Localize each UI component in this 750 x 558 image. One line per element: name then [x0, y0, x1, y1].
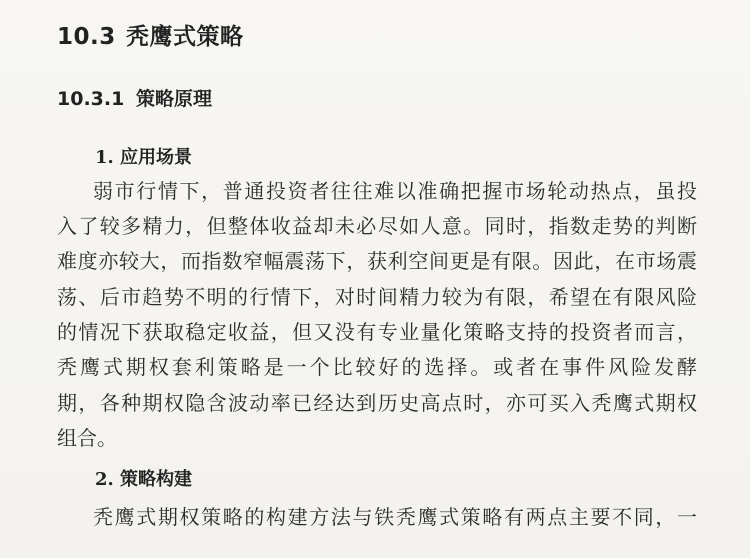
paragraph-line: 组合。 — [57, 426, 117, 450]
paragraph-line: 期，各种期权隐含波动率已经达到历史高点时，亦可买入秃鹰式期权 — [57, 391, 697, 415]
paragraph-line: 的情况下获取稳定收益，但又没有专业量化策略支持的投资者而言， — [57, 320, 697, 344]
part2-heading: 2. 策略构建 — [95, 469, 193, 490]
paragraph-line: 弱市行情下，普通投资者往往难以准确把握市场轮动热点，虽投 — [93, 179, 697, 203]
paragraph-line: 秃鹰式期权套利策略是一个比较好的选择。或者在事件风险发酵 — [57, 355, 697, 379]
paragraph-line: 秃鹰式期权策略的构建方法与铁秃鹰式策略有两点主要不同，一 — [93, 505, 697, 529]
subsection-heading — [57, 84, 212, 111]
paragraph-line: 荡、后市趋势不明的行情下，对时间精力较为有限，希望在有限风险 — [57, 285, 697, 309]
part1-heading: 1. 应用场景 — [95, 147, 193, 168]
section-title: 秃鹰式策略 — [126, 24, 244, 50]
subsection-number: 10.3.1 — [57, 88, 125, 110]
paragraph-line: 难度亦较大，而指数窄幅震荡下，获利空间更是有限。因此，在市场震 — [57, 249, 697, 273]
section-number: 10.3 — [57, 24, 116, 50]
subsection-title: 策略原理 — [136, 88, 213, 110]
section-heading — [57, 18, 244, 51]
paragraph-line: 入了较多精力，但整体收益却未必尽如人意。同时，指数走势的判断 — [57, 214, 697, 238]
